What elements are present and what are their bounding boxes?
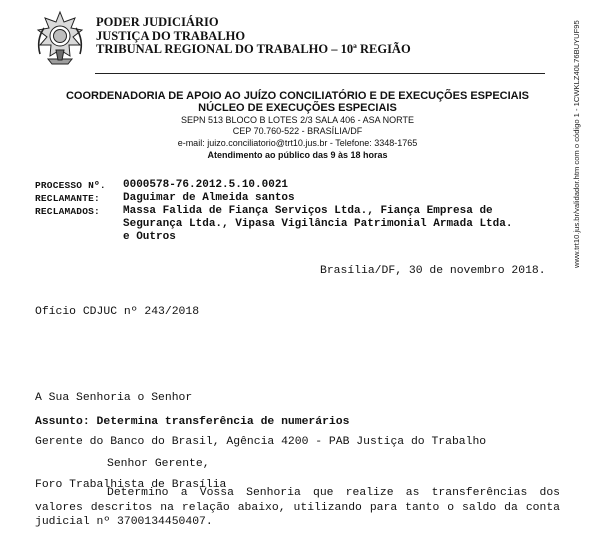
header-line-labor-justice: JUSTIÇA DO TRABALHO [96, 28, 246, 43]
recipient-line: Foro Trabalhista de Brasília [35, 479, 227, 491]
defendants-names: Massa Falida de Fiança Serviços Ltda., Fiança Empresa de Segurança Ltda., Vipasa Vigilância Patrimonial Armada Ltda. e Outros [123, 205, 513, 243]
process-label: PROCESSO Nº. [35, 180, 106, 191]
office-hours: Atendimento ao público das 9 às 18 horas [207, 150, 388, 160]
brazil-coat-of-arms-icon [30, 10, 90, 68]
office-postal-code: CEP 70.760-522 - BRASÍLIA/DF [232, 126, 363, 136]
oficio-number: Ofício CDJUC nº 243/2018 [35, 306, 200, 318]
header-line-judiciary: PODER JUDICIÁRIO [96, 15, 219, 29]
header-line-tribunal: TRIBUNAL REGIONAL DO TRABALHO – 10ª REGIÃO [96, 42, 411, 56]
office-contact: e-mail: juizo.conciliatorio@trt10.jus.br - Telefone: 3348-1765 [177, 138, 418, 148]
letter-date: Brasília/DF, 30 de novembro 2018. [320, 265, 546, 277]
header-divider [95, 73, 545, 74]
process-block [35, 179, 523, 244]
claimant-name: Daguimar de Almeida santos [123, 192, 295, 204]
court-header [96, 16, 411, 57]
office-subtitle: NÚCLEO DE EXECUÇÕES ESPECIAIS [198, 102, 397, 114]
office-address: SEPN 513 BLOCO B LOTES 2/3 SALA 406 - ASA NORTE [181, 115, 414, 125]
validation-code-text: www.trt10.jus.br/validador.htm com o código 1 - 1CWKLZ40L76BUYUF95 [572, 20, 581, 268]
salutation: Senhor Gerente, [107, 458, 210, 470]
defendants-label: RECLAMADOS: [35, 206, 100, 217]
process-row [35, 179, 523, 192]
recipient-line: Gerente do Banco do Brasil, Agência 4200 - PAB Justiça do Trabalho [35, 435, 487, 448]
process-number: 0000578-76.2012.5.10.0021 [123, 179, 289, 191]
claimant-label: RECLAMANTE: [35, 193, 100, 204]
claimant-row [35, 192, 523, 205]
office-title: COORDENADORIA DE APOIO AO JUÍZO CONCILIATÓRIO E DE EXECUÇÕES ESPECIAIS [65, 90, 530, 102]
recipient-line: A Sua Senhoria o Senhor [35, 392, 193, 404]
subject-line: Assunto: Determina transferência de numerários [35, 416, 350, 428]
letter-body: Determino a Vossa Senhoria que realize as transferências dos valores descritos na relação abaixo, utilizando para tanto o saldo da conta judicial nº 3700134450407. [35, 487, 560, 528]
defendants-row [35, 205, 523, 244]
